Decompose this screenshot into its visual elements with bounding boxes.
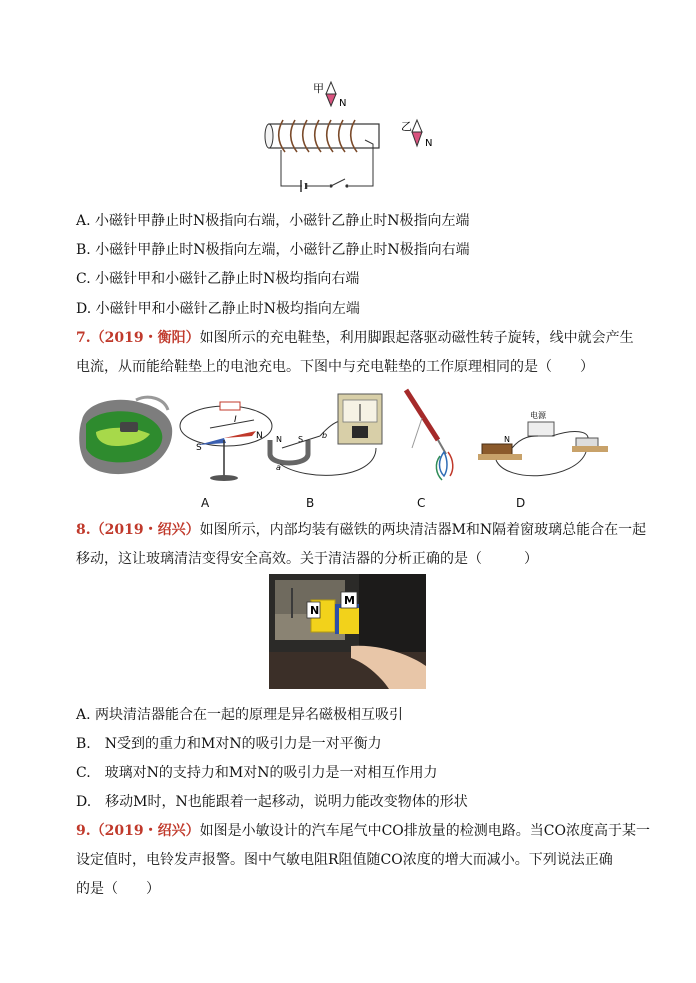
fig-a-label-n: N <box>256 431 263 441</box>
q7-caption-d: D <box>516 496 526 510</box>
q7-caption-a: A <box>201 496 210 510</box>
figure-a <box>180 402 272 481</box>
q7-caption-c: C <box>417 496 426 510</box>
q9-number: 9. <box>76 823 91 839</box>
q7-stem-line1 <box>76 328 634 348</box>
q6-option-b: B. 小磁针甲静止时N极指向左端，小磁针乙静止时N极指向右端 <box>76 242 470 258</box>
q6-option-c: C. 小磁针甲和小磁针乙静止时N极均指向右端 <box>76 271 360 287</box>
fig-b-label-b: b <box>322 431 328 440</box>
q8-stem-line2: 移动，这让玻璃清洁变得安全高效。关于清洁器的分析正确的是（ ） <box>76 551 538 567</box>
q8-text1: 如图所示，内部均装有磁铁的两块清洁器M和N隔着窗玻璃总能合在一起 <box>199 522 647 538</box>
q7-stem-line2: 电流，从而能给鞋垫上的电池充电。下图中与充电鞋垫的工作原理相同的是（ ） <box>76 359 594 375</box>
q7-text1: 如图所示的充电鞋垫，利用脚跟起落驱动磁性转子旋转，线中就会产生 <box>199 330 634 346</box>
fig-b-label-s: S <box>298 435 304 444</box>
label-n-yi: N <box>425 138 433 149</box>
solenoid-figure <box>255 78 445 196</box>
fig-b-label-n: N <box>276 435 282 444</box>
fig-a-label-s: S <box>196 443 202 453</box>
q9-stem-line1 <box>76 821 650 841</box>
q7-figures <box>76 388 616 490</box>
fig-d-label-n: N <box>504 435 510 444</box>
q8-source: （2019・绍兴） <box>90 522 200 538</box>
q7-number: 7. <box>76 330 91 346</box>
q9-stem-line2: 设定值时，电铃发声报警。图中气敏电阻R阻值随CO浓度的增大而减小。下列说法正确 <box>76 852 613 868</box>
photo-label-m: M <box>344 594 355 607</box>
figure-b <box>270 394 382 475</box>
photo-label-n: N <box>310 604 320 617</box>
q8-number: 8. <box>76 522 91 538</box>
label-jia: 甲 <box>313 82 324 95</box>
q8-option-b: B. N受到的重力和M对N的吸引力是一对平衡力 <box>76 736 382 752</box>
insole-image <box>79 397 172 474</box>
q8-option-a: A. 两块清洁器能合在一起的原理是异名磁极相互吸引 <box>76 707 404 723</box>
window-cleaner-photo <box>269 574 426 689</box>
q7-source: （2019・衡阳） <box>90 330 200 346</box>
label-yi: 乙 <box>401 120 412 133</box>
q8-option-d: D. 移动M时，N也能跟着一起移动，说明力能改变物体的形状 <box>76 794 468 810</box>
q6-option-d: D. 小磁针甲和小磁针乙静止时N极均指向左端 <box>76 301 360 317</box>
fig-b-label-a: a <box>276 463 281 472</box>
figure-d <box>478 410 608 476</box>
q9-stem-line3: 的是（ ） <box>76 881 160 897</box>
label-n-jia: N <box>339 98 347 109</box>
q9-source: （2019・绍兴） <box>90 823 200 839</box>
fig-a-label-i: I <box>234 415 237 425</box>
q6-option-a: A. 小磁针甲静止时N极指向右端，小磁针乙静止时N极指向左端 <box>76 213 470 229</box>
q8-stem-line1 <box>76 520 646 540</box>
q7-caption-b: B <box>306 496 315 510</box>
q9-text1: 如图是小敏设计的汽车尾气中CO排放量的检测电路。当CO浓度高于某一 <box>199 823 650 839</box>
fig-d-power-label: 电源 <box>530 411 546 420</box>
q8-option-c: C. 玻璃对N的支持力和M对N的吸引力是一对相互作用力 <box>76 765 438 781</box>
figure-c <box>406 390 453 480</box>
